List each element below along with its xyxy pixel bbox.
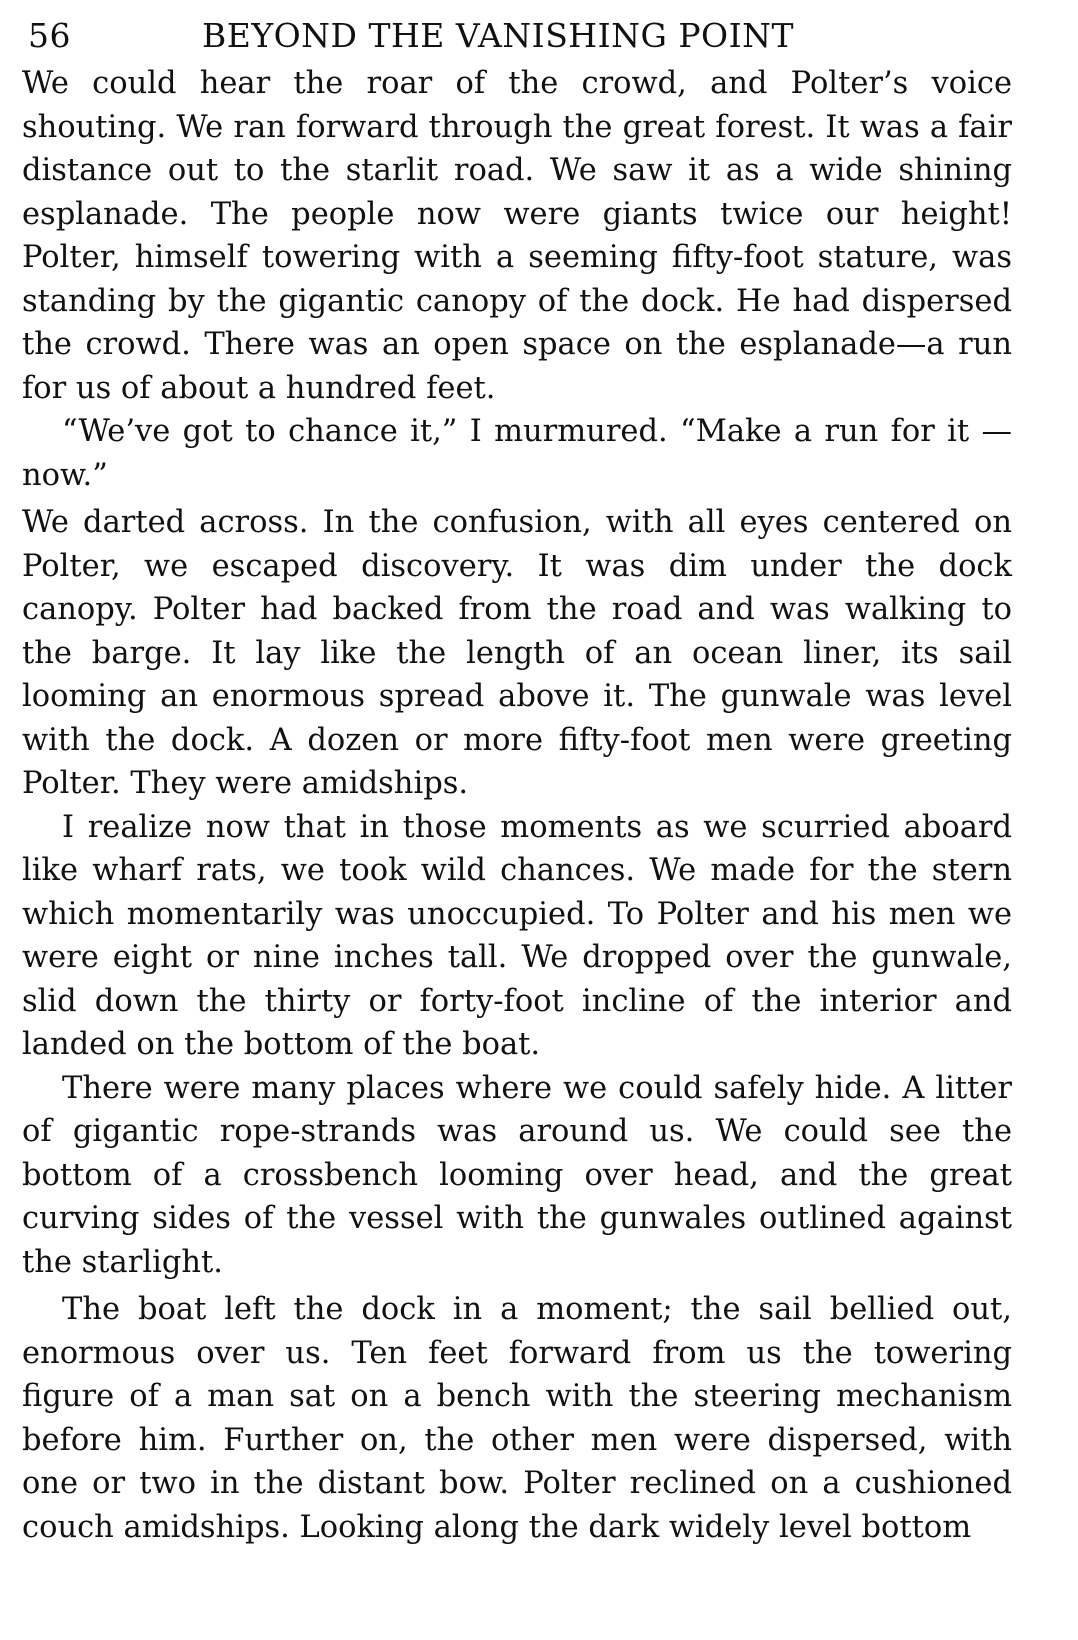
book-title: BEYOND THE VANISHING POINT: [202, 16, 795, 55]
book-page: [22, 10, 1012, 1549]
paragraph-6: The boat left the dock in a moment; the sail bellied out, enormous over us. Ten feet forward from us the towering figure of a man sat on a bench with the steering mechanism before him. Further on, the other men were dispersed, with one or two in the distant bow. Polter reclined on a cushioned couch amidships. Looking along the dark widely level bottom: [22, 1292, 1012, 1545]
paragraph-1: We could hear the roar of the crowd, and Polter’s voice shouting. We ran forward through the great forest. It was a fair distance out to the starlit road. We saw it as a wide shining esplanade. The people now were giants twice our height! Polter, himself towering with a seeming fifty-foot stature, was standing by the gigantic canopy of the dock. He had dispersed the crowd. There was an open space on the esplanade—a run for us of about a hundred feet.: [22, 66, 1012, 406]
page-number: 56: [28, 16, 71, 55]
paragraph-2: “We’ve got to chance it,” I murmured. “Make a run for it —now.”: [22, 414, 1012, 493]
body-text: [22, 62, 1012, 1549]
paragraph-3: We darted across. In the confusion, with all eyes centered on Polter, we escaped discovery. It was dim under the dock canopy. Polter had backed from the road and was walking to the barge. It lay like the length of an ocean liner, its sail looming an enormous spread above it. The gunwale was level with the dock. A dozen or more fifty-foot men were greeting Polter. They were amidships.: [22, 505, 1012, 801]
paragraph-4: I realize now that in those moments as we scurried aboard like wharf rats, we took wild chances. We made for the stern which momentarily was unoccupied. To Polter and his men we were eight or nine inches tall. We dropped over the gunwale, slid down the thirty or forty-foot incline of the interior and landed on the bottom of the boat.: [22, 809, 1012, 1062]
paragraph-5: There were many places where we could safely hide. A litter of gigantic rope-strands was around us. We could see the bottom of a crossbench looming over head, and the great curving sides of the vessel with the gunwales outlined against the starlight.: [22, 1070, 1012, 1280]
running-head: [22, 10, 1012, 62]
